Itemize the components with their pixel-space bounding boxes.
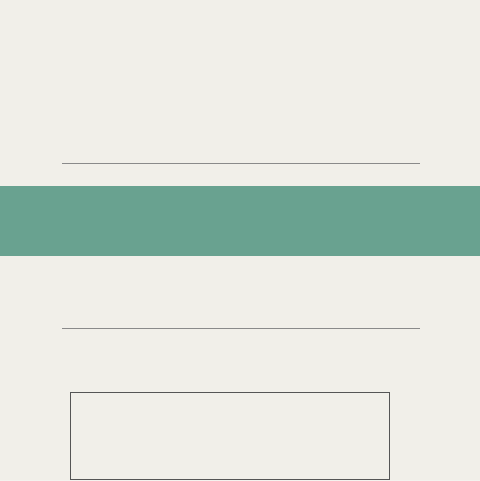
upper-table-top-block bbox=[62, 0, 420, 330]
title-banner bbox=[0, 186, 480, 256]
table-divider bbox=[62, 163, 420, 164]
lower-table-grid bbox=[71, 403, 389, 481]
lower-ampacity-table bbox=[70, 392, 390, 480]
upper-ampacity-table bbox=[62, 0, 420, 330]
table-bottom-rule bbox=[62, 328, 420, 329]
